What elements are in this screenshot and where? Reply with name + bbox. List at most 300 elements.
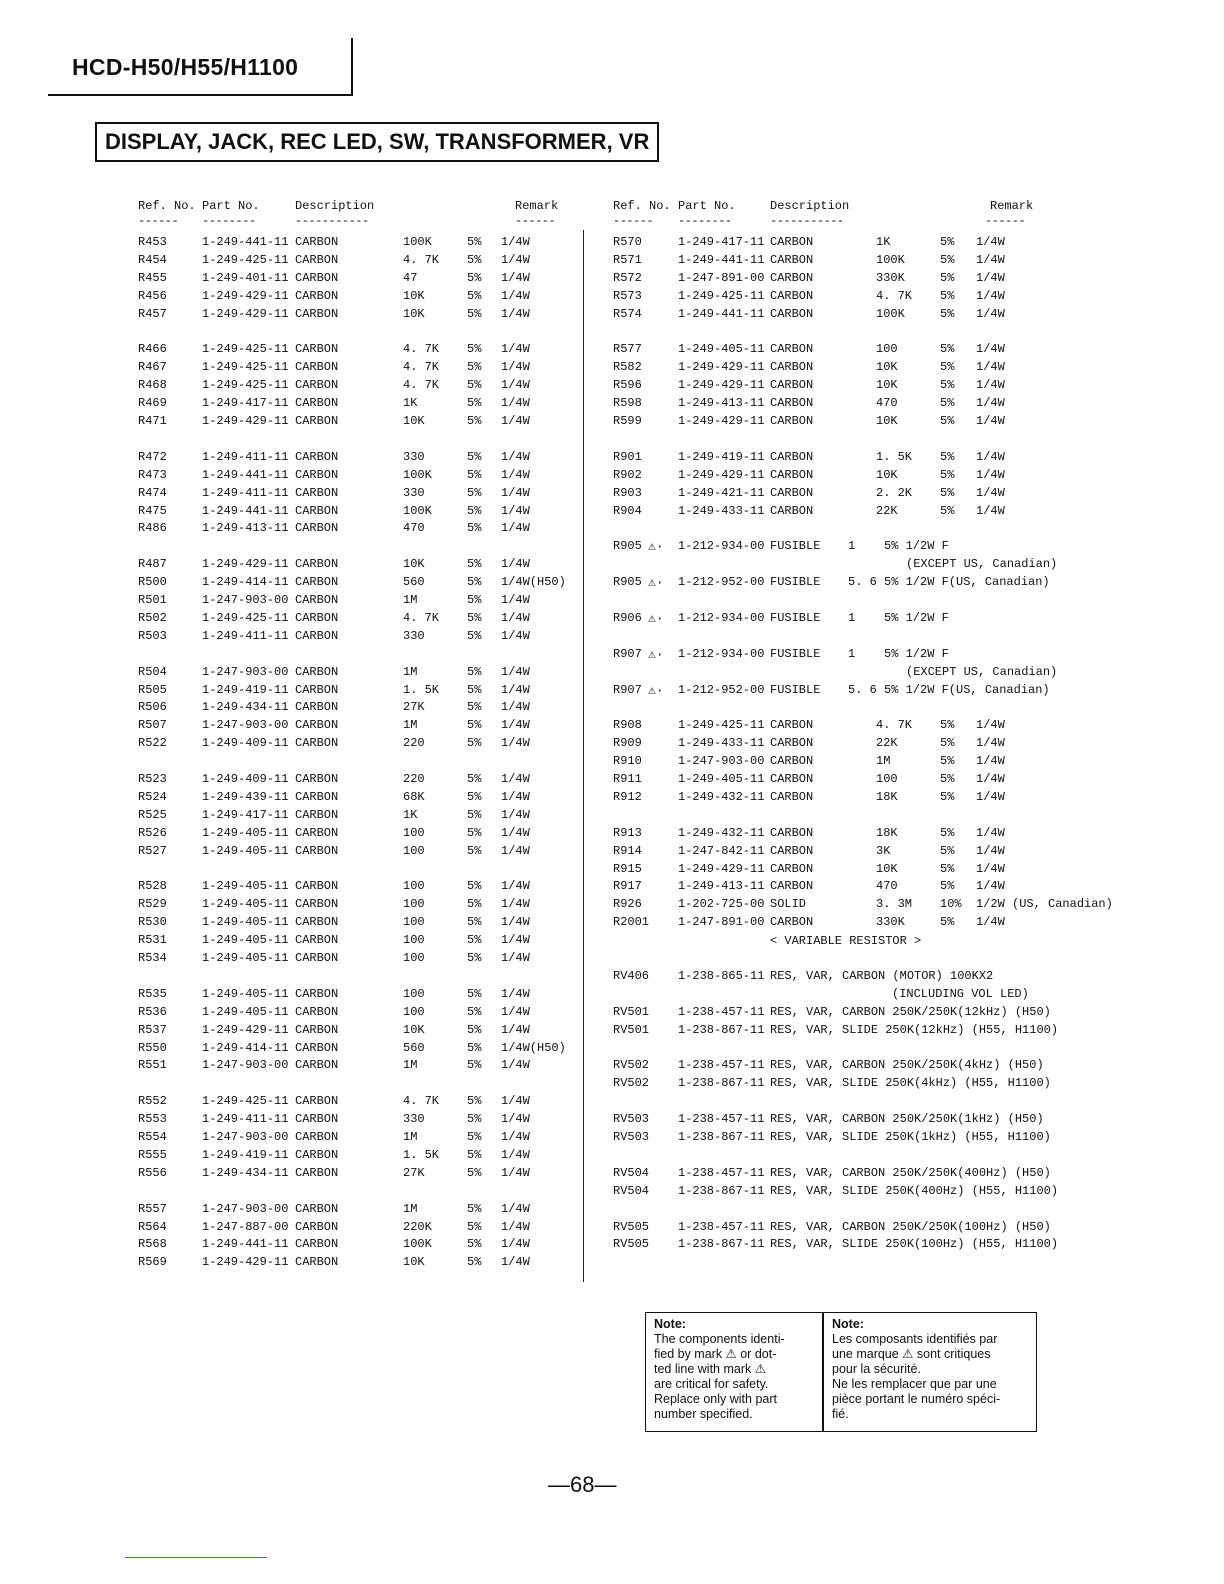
cell-tolerance: 5%: [940, 378, 955, 393]
cell-tolerance: 5%: [940, 306, 955, 321]
col-header-part: Part No.: [202, 199, 260, 213]
cell-ref-no: R504: [138, 664, 167, 679]
cell-description: CARBON: [295, 252, 339, 267]
cell-description: CARBON: [295, 1219, 339, 1234]
cell-remark: 1/4W: [501, 503, 530, 518]
cell-part-no: 1-249-413-11: [202, 521, 289, 536]
cell-ref-no: R474: [138, 485, 167, 500]
cell-value: 330: [403, 449, 425, 464]
cell-description: RES, VAR, SLIDE 250K(400Hz) (H55, H1100): [770, 1183, 1059, 1198]
cell-ref-no: R902: [613, 467, 642, 482]
cell-description: CARBON: [295, 915, 339, 930]
cell-value: 100: [403, 897, 425, 912]
cell-part-no: 1-249-434-11: [202, 1165, 289, 1180]
cell-description: CARBON: [295, 718, 339, 733]
cell-value: 330: [403, 1112, 425, 1127]
cell-value: 10K: [403, 414, 425, 428]
cell-value: 330K: [876, 270, 905, 285]
cell-part-no: 1-247-903-00: [202, 1058, 289, 1073]
cell-ref-no: R535: [138, 986, 167, 1001]
note-line: are critical for safety.: [654, 1377, 769, 1391]
note-line: Replace only with part: [654, 1392, 777, 1406]
cell-remark: 1/4W: [501, 396, 530, 411]
warning-icon: ⚠·: [648, 646, 664, 662]
dash-rule: ------: [985, 214, 1026, 228]
cell-part-no: 1-238-867-11: [678, 1076, 765, 1091]
cell-remark: 1/4W: [501, 1255, 530, 1270]
cell-value: 10K: [876, 467, 898, 482]
cell-value: 4. 7K: [403, 252, 440, 267]
cell-ref-no: R524: [138, 789, 167, 804]
cell-description: CARBON: [295, 503, 339, 518]
cell-ref-no: R536: [138, 1004, 167, 1019]
col-header-ref: Ref. No.: [138, 199, 196, 213]
cell-description: CARBON: [295, 628, 339, 643]
cell-description: CARBON: [770, 270, 814, 285]
cell-remark: 1/4W: [976, 843, 1005, 858]
cell-description: CARBON: [770, 342, 814, 357]
cell-ref-no: RV502: [613, 1058, 650, 1073]
page-number: —68—: [548, 1472, 617, 1497]
cell-tolerance: 5%: [467, 1004, 482, 1019]
cell-part-no: 1-202-725-00: [678, 897, 765, 912]
cell-description: CARBON: [295, 772, 339, 786]
note-english: [654, 1317, 818, 1422]
cell-description: CARBON: [770, 378, 814, 393]
cell-ref-no: R909: [613, 736, 642, 751]
cell-description: FUSIBLE: [770, 682, 821, 697]
cell-ref-no: R534: [138, 951, 167, 965]
cell-ref-no: R552: [138, 1094, 167, 1109]
cell-tolerance: 5%: [467, 360, 482, 375]
cell-tolerance: 5%: [940, 879, 955, 894]
cell-part-no: 1-249-425-11: [202, 378, 289, 393]
cell-remark: 1/4W: [501, 718, 530, 733]
cell-part-no: 1-247-891-00: [678, 915, 765, 930]
cell-part-no: 1-247-903-00: [202, 664, 289, 679]
cell-description: RES, VAR, CARBON 250K/250K(400Hz) (H50): [770, 1165, 1051, 1180]
cell-description: CARBON: [295, 736, 339, 751]
dash-rule: -----------: [295, 214, 369, 228]
cell-ref-no: R577: [613, 342, 642, 357]
header-divider-horizontal: [48, 94, 353, 96]
cell-remark: 5% 1/2W F: [884, 539, 949, 554]
cell-description: CARBON: [770, 360, 814, 375]
cell-part-no: 1-249-429-11: [202, 1022, 289, 1037]
safety-note-box: [645, 1312, 1037, 1432]
cell-part-no: 1-249-405-11: [202, 951, 289, 965]
cell-part-no: 1-249-432-11: [678, 789, 765, 804]
cell-tolerance: 5%: [467, 557, 482, 572]
cell-description: CARBON: [770, 825, 814, 840]
cell-tolerance: 5%: [940, 270, 955, 285]
cell-part-no: 1-238-867-11: [678, 1183, 765, 1198]
cell-tolerance: 5%: [467, 915, 482, 930]
note-line: number specified.: [654, 1407, 753, 1421]
cell-value: 100K: [403, 1237, 432, 1252]
cell-part-no: 1-247-903-00: [678, 754, 765, 769]
cell-value: 100: [876, 772, 898, 786]
cell-value: 10K: [876, 360, 898, 375]
cell-tolerance: 5%: [467, 1147, 482, 1162]
cell-remark: 1/4W: [976, 485, 1005, 500]
cell-remark: 1/4W: [501, 1130, 530, 1144]
cell-remark: 1/4W: [501, 485, 530, 500]
cell-value: 1. 5K: [403, 1147, 440, 1162]
cell-remark: 1/4W: [501, 664, 530, 679]
cell-description: CARBON: [295, 664, 339, 679]
cell-part-no: 1-249-419-11: [678, 449, 765, 464]
cell-value: 1K: [403, 396, 418, 411]
cell-remark: 5% 1/2W F(US, Canadian): [884, 575, 1050, 590]
cell-tolerance: 5%: [467, 682, 482, 697]
cell-ref-no: R574: [613, 306, 642, 321]
cell-remark: 1/4W: [976, 503, 1005, 518]
cell-value: 100: [403, 1004, 425, 1019]
cell-description: CARBON: [295, 485, 339, 500]
cell-tolerance: 5%: [467, 414, 482, 428]
cell-ref-no: R903: [613, 485, 642, 500]
cell-part-no: 1-249-433-11: [678, 503, 765, 518]
dash-rule: ------: [138, 214, 179, 228]
cell-remark: 5% 1/2W F: [884, 646, 949, 661]
cell-tolerance: 5%: [940, 288, 955, 303]
cell-ref-no: RV406: [613, 968, 650, 983]
cell-description: CARBON: [770, 288, 814, 303]
cell-value: 10K: [403, 306, 425, 321]
cell-description: RES, VAR, SLIDE 250K(4kHz) (H55, H1100): [770, 1076, 1051, 1091]
cell-description: FUSIBLE: [770, 610, 821, 625]
cell-value: 10K: [403, 1022, 425, 1037]
cell-tolerance: 5%: [940, 825, 955, 840]
cell-value: 100K: [403, 235, 432, 249]
cell-value: 27K: [403, 700, 425, 715]
cell-value: 1M: [403, 1201, 418, 1216]
dash-rule: --------: [678, 214, 732, 228]
cell-description: FUSIBLE: [770, 646, 821, 661]
cell-tolerance: 5%: [940, 360, 955, 375]
cell-value: 100K: [403, 467, 432, 482]
cell-remark: 1/4W: [501, 986, 530, 1001]
cell-ref-no: R596: [613, 378, 642, 393]
cell-remark: 1/4W: [976, 449, 1005, 464]
cell-ref-no: R475: [138, 503, 167, 518]
cell-value: 220K: [403, 1219, 432, 1234]
cell-tolerance: 5%: [467, 288, 482, 303]
cell-description: CARBON: [295, 1165, 339, 1180]
cell-part-no: 1-249-441-11: [202, 235, 289, 249]
cell-remark: 1/4W: [501, 1147, 530, 1162]
cell-part-no: 1-247-903-00: [202, 1130, 289, 1144]
cell-description: RES, VAR, SLIDE 250K(100Hz) (H55, H1100): [770, 1237, 1059, 1252]
cell-remark: 1/4W: [501, 467, 530, 482]
cell-remark: 1/4W: [501, 772, 530, 786]
cell-description: CARBON: [295, 951, 339, 965]
cell-part-no: 1-249-405-11: [678, 342, 765, 357]
cell-description: CARBON: [770, 306, 814, 321]
cell-ref-no: R915: [613, 861, 642, 876]
cell-description: CARBON: [295, 1004, 339, 1019]
cell-remark: 1/4W: [501, 789, 530, 804]
header-divider-vertical: [351, 38, 353, 96]
cell-tolerance: 5%: [467, 235, 482, 249]
cell-description: RES, VAR, SLIDE 250K(1kHz) (H55, H1100): [770, 1130, 1051, 1144]
cell-ref-no: R551: [138, 1058, 167, 1073]
cell-tolerance: 5%: [467, 736, 482, 751]
cell-part-no: 1-247-887-00: [202, 1219, 289, 1234]
cell-remark: 1/4W: [501, 628, 530, 643]
cell-description: CARBON: [295, 1237, 339, 1252]
cell-part-no: 1-249-425-11: [202, 252, 289, 267]
cell-ref-no: R2001: [613, 915, 650, 930]
cell-ref-no: R525: [138, 807, 167, 822]
cell-remark: 1/4W: [976, 306, 1005, 321]
cell-ref-no: R530: [138, 915, 167, 930]
cell-tolerance: 5%: [940, 915, 955, 930]
cell-value: 100: [403, 879, 425, 894]
cell-part-no: 1-249-429-11: [678, 467, 765, 482]
cell-description: CARBON: [295, 1058, 339, 1073]
cell-value: 5. 6: [848, 575, 877, 590]
cell-tolerance: 5%: [940, 861, 955, 876]
cell-description: CARBON: [295, 1094, 339, 1109]
cell-part-no: 1-238-865-11: [678, 968, 765, 983]
warning-icon: ⚠·: [648, 610, 664, 626]
cell-description: CARBON: [295, 270, 339, 285]
cell-remark: 1/4W: [501, 682, 530, 697]
cell-description: RES, VAR, CARBON 250K/250K(100Hz) (H50): [770, 1219, 1051, 1234]
col-header-part: Part No.: [678, 199, 736, 213]
cell-tolerance: 5%: [467, 575, 482, 590]
cell-remark: 1/4W: [976, 414, 1005, 428]
cell-tolerance: 5%: [940, 467, 955, 482]
cell-part-no: 1-249-429-11: [678, 414, 765, 428]
cell-ref-no: R467: [138, 360, 167, 375]
cell-value: 4. 7K: [876, 288, 913, 303]
cell-value: 4. 7K: [403, 610, 440, 625]
note-line: une marque ⚠ sont critiques: [832, 1347, 991, 1361]
cell-description: CARBON: [295, 807, 339, 822]
warning-icon: ⚠·: [648, 682, 664, 698]
cell-part-no: 1-249-439-11: [202, 789, 289, 804]
cell-tolerance: 5%: [467, 1219, 482, 1234]
cell-part-no: 1-249-414-11: [202, 1040, 289, 1055]
cell-value: 10K: [403, 557, 425, 572]
cell-tolerance: 5%: [467, 718, 482, 733]
cell-tolerance: 5%: [467, 825, 482, 840]
cell-ref-no: R501: [138, 593, 167, 607]
cell-part-no: 1-249-405-11: [202, 915, 289, 930]
cell-description: CARBON: [770, 252, 814, 267]
cell-ref-no: R908: [613, 718, 642, 733]
note-title: Note:: [832, 1317, 864, 1331]
note-french: [832, 1317, 1032, 1422]
cell-ref-no: RV504: [613, 1183, 650, 1198]
cell-value: 470: [876, 396, 898, 411]
cell-ref-no: R529: [138, 897, 167, 912]
cell-value: 5. 6: [848, 682, 877, 697]
cell-ref-no: R905: [613, 539, 642, 554]
cell-remark: 1/4W: [501, 1237, 530, 1252]
cell-description: CARBON: [295, 1112, 339, 1127]
cell-part-no: 1-249-429-11: [202, 414, 289, 428]
cell-description: CARBON: [295, 306, 339, 321]
cell-value: 100: [403, 933, 425, 948]
col-header-remark: Remark: [990, 199, 1034, 213]
cell-part-no: 1-249-434-11: [202, 700, 289, 715]
cell-description: CARBON: [770, 754, 814, 769]
cell-description: CARBON: [295, 288, 339, 303]
cell-part-no: 1-249-441-11: [202, 503, 289, 518]
cell-value: 1: [848, 646, 856, 661]
cell-description: CARBON: [295, 986, 339, 1001]
cell-value: 220: [403, 772, 425, 786]
dash-rule: ------: [515, 214, 556, 228]
cell-tolerance: 5%: [940, 342, 955, 357]
cell-value: 22K: [876, 736, 898, 751]
cell-ref-no: R598: [613, 396, 642, 411]
col-header-ref: Ref. No.: [613, 199, 671, 213]
cell-remark: 1/4W: [976, 789, 1005, 804]
cell-remark: 1/4W: [501, 378, 530, 393]
cell-part-no: 1-247-903-00: [202, 593, 289, 607]
cell-description: CARBON: [295, 933, 339, 948]
cell-description: CARBON: [295, 593, 339, 607]
cell-part-no: 1-249-411-11: [202, 449, 289, 464]
cell-ref-no: R553: [138, 1112, 167, 1127]
footer-rule: [125, 1557, 267, 1558]
cell-description: CARBON: [770, 789, 814, 804]
cell-value: 100: [876, 342, 898, 357]
cell-ref-no: R564: [138, 1219, 167, 1234]
cell-remark: 1/4W: [501, 1058, 530, 1073]
cell-ref-no: R487: [138, 557, 167, 572]
warning-icon: ⚠·: [648, 539, 664, 555]
cell-description: FUSIBLE: [770, 575, 821, 590]
cell-part-no: 1-249-405-11: [202, 933, 289, 948]
cell-part-no: 1-249-429-11: [202, 306, 289, 321]
cell-remark: 1/4W: [501, 843, 530, 858]
cell-description: CARBON: [295, 396, 339, 411]
cell-ref-no: R528: [138, 879, 167, 894]
cell-part-no: 1-249-432-11: [678, 825, 765, 840]
cell-remark: 1/4W: [501, 879, 530, 894]
cell-ref-no: R911: [613, 772, 642, 786]
cell-tolerance: 5%: [940, 235, 955, 249]
cell-description: CARBON: [770, 915, 814, 930]
cell-part-no: 1-249-425-11: [678, 718, 765, 733]
cell-ref-no: R456: [138, 288, 167, 303]
cell-ref-no: R912: [613, 789, 642, 804]
cell-part-no: 1-247-903-00: [202, 1201, 289, 1216]
cell-part-no: 1-249-441-11: [678, 252, 765, 267]
cell-ref-no: R522: [138, 736, 167, 751]
cell-part-no: 1-249-417-11: [202, 807, 289, 822]
cell-tolerance: 5%: [467, 772, 482, 786]
cell-tolerance: 5%: [467, 1130, 482, 1144]
cell-tolerance: 5%: [467, 1165, 482, 1180]
cell-description: FUSIBLE: [770, 539, 821, 554]
cell-remark: 1/4W: [501, 521, 530, 536]
cell-value: 100: [403, 843, 425, 858]
cell-remark: 1/4W: [501, 449, 530, 464]
cell-value: 10K: [403, 288, 425, 303]
cell-ref-no: R455: [138, 270, 167, 285]
cell-description: (INCLUDING VOL LED): [892, 986, 1029, 1001]
cell-value: 10K: [876, 861, 898, 876]
cell-remark: 1/4W: [976, 467, 1005, 482]
cell-description: CARBON: [295, 378, 339, 393]
cell-part-no: 1-249-429-11: [202, 557, 289, 572]
cell-part-no: 1-249-425-11: [202, 360, 289, 375]
cell-part-no: 1-249-405-11: [202, 986, 289, 1001]
cell-tolerance: 5%: [467, 700, 482, 715]
cell-tolerance: 5%: [467, 449, 482, 464]
cell-part-no: 1-249-417-11: [202, 396, 289, 411]
cell-part-no: 1-249-405-11: [202, 897, 289, 912]
fusible-note: (EXCEPT US, Canadian): [906, 664, 1058, 679]
cell-value: 1M: [403, 718, 418, 733]
cell-tolerance: 5%: [467, 843, 482, 858]
cell-part-no: 1-249-405-11: [202, 879, 289, 894]
cell-part-no: 1-249-405-11: [202, 843, 289, 858]
warning-icon: ⚠·: [648, 575, 664, 591]
cell-description: CARBON: [295, 825, 339, 840]
cell-remark: 1/4W: [501, 1004, 530, 1019]
cell-value: 10K: [876, 378, 898, 393]
cell-tolerance: 5%: [467, 306, 482, 321]
cell-remark: 1/4W: [976, 270, 1005, 285]
cell-ref-no: R905: [613, 575, 642, 590]
cell-remark: 1/4W: [976, 360, 1005, 375]
cell-description: SOLID: [770, 897, 807, 912]
cell-value: 18K: [876, 789, 898, 804]
cell-ref-no: R469: [138, 396, 167, 411]
cell-tolerance: 5%: [940, 396, 955, 411]
cell-value: 18K: [876, 825, 898, 840]
cell-ref-no: R527: [138, 843, 167, 858]
cell-value: 100K: [403, 503, 432, 518]
cell-part-no: 1-249-441-11: [202, 1237, 289, 1252]
cell-remark: 5% 1/2W F: [884, 610, 949, 625]
cell-ref-no: RV505: [613, 1219, 650, 1234]
cell-ref-no: R907: [613, 682, 642, 697]
cell-part-no: 1-249-425-11: [202, 1094, 289, 1109]
cell-description: RES, VAR, CARBON (MOTOR) 100KX2: [770, 968, 994, 983]
cell-remark: 1/4W: [501, 807, 530, 822]
cell-remark: 1/4W: [976, 378, 1005, 393]
cell-part-no: 1-238-457-11: [678, 1219, 765, 1234]
cell-remark: 1/4W: [501, 1219, 530, 1234]
cell-part-no: 1-249-429-11: [678, 861, 765, 876]
cell-remark: 1/4W: [976, 879, 1005, 894]
cell-tolerance: 5%: [467, 1022, 482, 1037]
cell-part-no: 1-249-425-11: [202, 342, 289, 357]
cell-ref-no: R571: [613, 252, 642, 267]
cell-value: 4. 7K: [876, 718, 913, 733]
cell-ref-no: R471: [138, 414, 167, 428]
cell-value: 3K: [876, 843, 891, 858]
cell-remark: 1/4W: [976, 718, 1005, 733]
cell-part-no: 1-238-867-11: [678, 1130, 765, 1144]
cell-value: 1M: [403, 664, 418, 679]
cell-description: CARBON: [295, 789, 339, 804]
cell-tolerance: 5%: [467, 1094, 482, 1109]
note-title: Note:: [654, 1317, 686, 1331]
cell-value: 100: [403, 825, 425, 840]
cell-ref-no: R914: [613, 843, 642, 858]
cell-value: 10K: [403, 1255, 425, 1270]
